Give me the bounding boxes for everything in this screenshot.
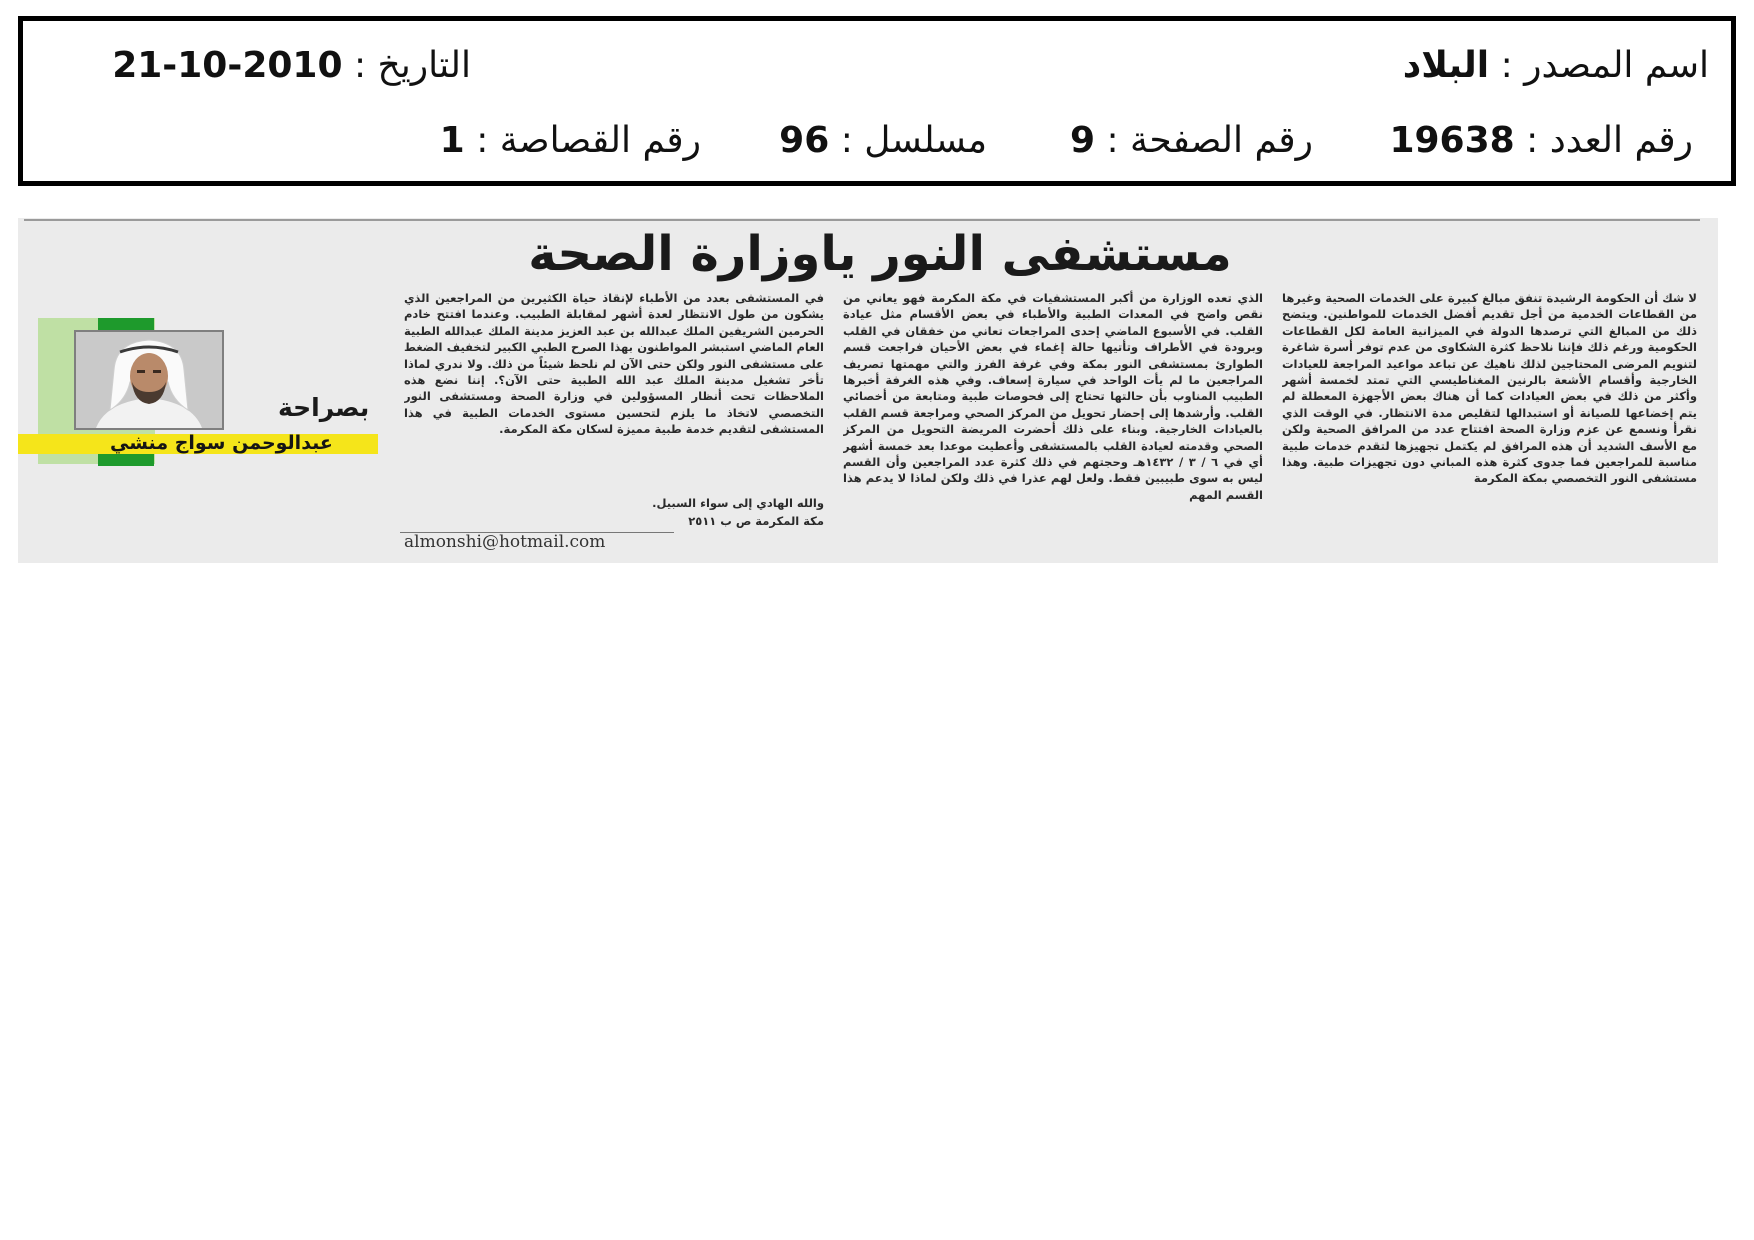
clipping-info-box bbox=[18, 16, 1736, 186]
author-name: عبدالوحمن سواج منشي bbox=[110, 432, 333, 454]
author-email: almonshi@hotmail.com bbox=[404, 532, 606, 552]
issue-label: رقم العدد : bbox=[1526, 120, 1693, 161]
page-value: 9 bbox=[1069, 120, 1096, 161]
source-label: اسم المصدر : bbox=[1500, 45, 1709, 86]
author-portrait-image bbox=[76, 332, 222, 428]
date-label: التاريخ : bbox=[353, 45, 471, 86]
article-closing: والله الهادي إلى سواء السبيل. bbox=[652, 496, 824, 510]
date-field bbox=[112, 46, 471, 86]
clip-number-label: رقم القصاصة : bbox=[476, 120, 701, 161]
serial-label: مسلسل : bbox=[840, 120, 987, 161]
date-value: 2010-10-21 bbox=[112, 45, 343, 86]
article-column-2: الذي تعده الوزارة من أكبر المستشفيات في مكة المكرمة فهو يعاني من نقص واضح في المعدات الطبية والأطباء في بعض الأقسام مثل عيادة القلب. في الأسبوع الماضي إحدى المراجعات تعاني من خفقان في القلب وبرودة في الأطراف وتأتيها حالة إغماء في بعض الأحيان فراجعت قسم الطوارئ بمستشفى النور بمكة وفي غرفة الفرز والتي مهمتها تصريف المراجعين ما لم يأت الواحد في سيارة إسعاف. وفي هذه الغرفة أخبرها الطبيب المناوب بأن حالتها تحتاج إلى فحوصات طبية ومتابعة من أخصائي القلب. وأرشدها إلى إحضار تحويل من المركز الصحي ومراجعة قسم القلب بالعيادات الخارجية. وبناء على ذلك أحضرت المريضة التحويل من المركز الصحي وقدمته لعيادة القلب بالمستشفى وأعطيت موعدا بعد خمسة أشهر أي في ٦ / ٣ / ١٤٣٢هـ وحجتهم في ذلك كثرة عدد المراجعين وأن القسم ليس به سوى طبيبين فقط. ولعل لهم عذرا في ذلك ولكن لماذا لا يدعم هذا القسم المهم bbox=[843, 291, 1263, 502]
source-field bbox=[1403, 46, 1709, 86]
author-address: مكة المكرمة ص ب ٢٥١١ bbox=[688, 514, 824, 528]
issue-field bbox=[1389, 121, 1693, 161]
article-column-1: لا شك أن الحكومة الرشيدة تنفق مبالغ كبيرة على الخدمات الصحية وغيرها من القطاعات الخدمية من أجل تقديم أفضل الخدمات للمواطنين. ويتضح ذلك من المبالغ التي ترصدها الدولة في الميزانية العامة لكل القطاعات الحكومية ورغم ذلك فإننا نلاحظ كثرة الشكاوى من عدم توفر أسرة شاغرة لتنويم المرضى المحتاجين لذلك ناهيك عن تباعد مواعيد المراجعة للعيادات الخارجية وأقسام الأشعة بالرنين المغناطيسي التي تمتد لخمسة أشهر وأكثر من ذلك في بعض العيادات كما أن هناك بعض الأجهزة المعطلة لم يتم إخضاعها للصيانة أو استبدالها لتقليص مدة الانتظار. في الوقت الذي نقرأ ونسمع عن عزم وزارة الصحة افتتاح عدد من المرافق الصحية ولكن مع الأسف الشديد أن هذه المرافق لم يكتمل تجهيزها لتقدم خدمات طبية مناسبة للمراجعين فما جدوى كثرة هذه المباني دون تجهيزات طبية. وهذا مستشفى النور التخصصي بمكة المكرمة bbox=[1282, 291, 1697, 486]
page-field bbox=[1070, 121, 1313, 161]
source-value: البلاد bbox=[1402, 45, 1490, 86]
author-photo bbox=[74, 330, 224, 430]
serial-value: 96 bbox=[779, 120, 830, 161]
clip-number-value: 1 bbox=[439, 120, 465, 161]
clip-number-field bbox=[440, 121, 701, 161]
author-name-band-edge bbox=[20, 440, 38, 454]
page-label: رقم الصفحة : bbox=[1106, 120, 1313, 161]
article-headline: مستشفى النور ياوزارة الصحة bbox=[528, 226, 1232, 282]
clipping-top-rule bbox=[24, 219, 1700, 221]
article-column-3: في المستشفى بعدد من الأطباء لإنقاذ حياة الكثيرين من المراجعين الذي يشكون من طول الانتظار لعدة أشهر لمقابلة الطبيب. وعندما افتتح خادم الحرمين الشريفين الملك عبدالله بن عبد العزيز مدينة الملك عبدالله الطبية العام الماضي استبشر المواطنون بهذا الصرح الطبي الكبير لتخفيف الضغط على مستشفى النور ولكن حتى الآن لم نلحظ شيئاً من ذلك. ولا ندري لماذا تأخر تشغيل مدينة الملك عبد الله الطبية حتى الآن؟. إننا نضع هذه الملاحظات تحت أنظار المسؤولين في وزارة الصحة ومستشفى النور التخصصي لاتخاذ ما يلزم لتحسين مستوى الخدمات الطبية في هذا المستشفى لتقديم خدمة طبية مميزة لسكان مكة المكرمة. bbox=[404, 291, 824, 437]
serial-field bbox=[779, 121, 987, 161]
issue-value: 19638 bbox=[1389, 120, 1515, 161]
column-label: بصراحة bbox=[278, 393, 370, 422]
author-stripe-top bbox=[98, 318, 154, 330]
